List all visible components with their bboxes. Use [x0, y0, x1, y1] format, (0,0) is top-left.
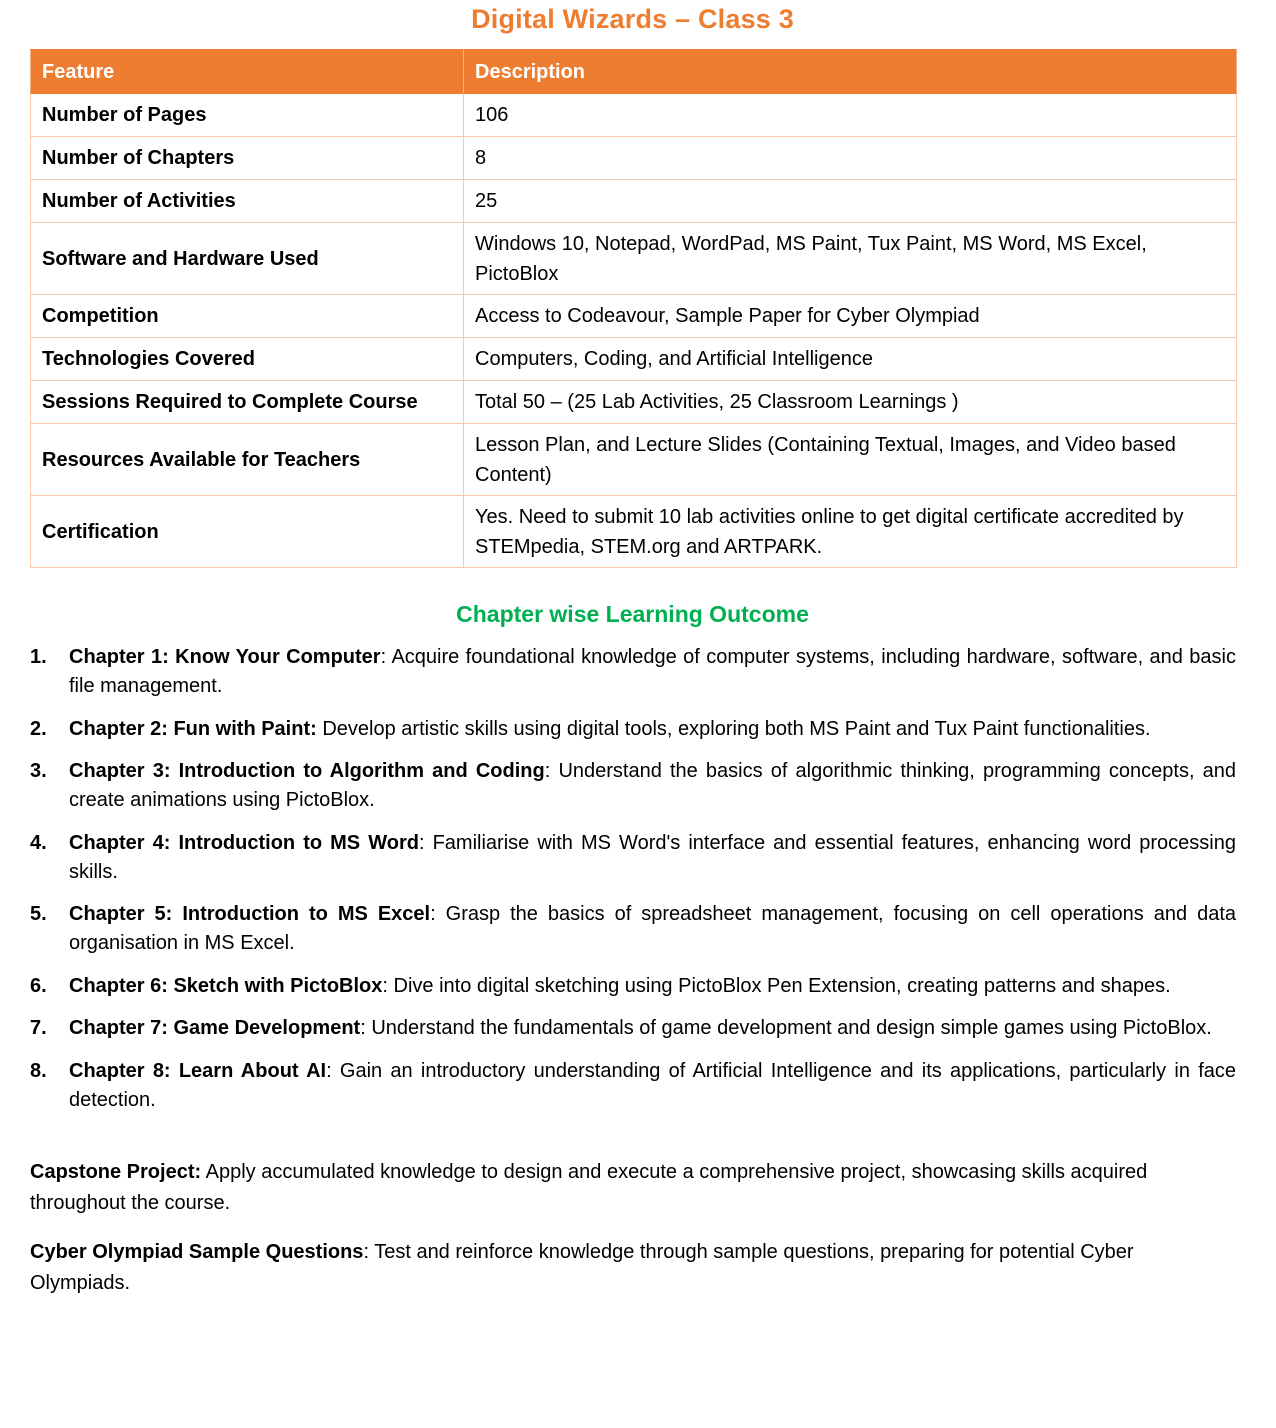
list-number: 5.	[30, 903, 47, 925]
feature-cell: Sessions Required to Complete Course	[31, 381, 464, 424]
description-cell: Windows 10, Notepad, WordPad, MS Paint, Tux Paint, MS Word, MS Excel, PictoBlox	[464, 223, 1237, 295]
description-cell: Yes. Need to submit 10 lab activities online to get digital certificate accredited by STEMpedia, STEM.org and ARTPARK.	[464, 496, 1237, 568]
list-number: 8.	[30, 1059, 47, 1082]
feature-cell: Certification	[31, 496, 464, 568]
separator: :	[363, 1241, 375, 1263]
list-number: 4.	[30, 831, 47, 854]
chapter-label: Chapter 5: Introduction to MS Excel	[69, 903, 431, 925]
description-cell: Access to Codeavour, Sample Paper for Cyber Olympiad	[464, 295, 1237, 338]
list-number: 3.	[30, 760, 47, 782]
separator: :	[430, 903, 446, 925]
features-table	[30, 49, 1237, 568]
description-cell: Computers, Coding, and Artificial Intelligence	[464, 338, 1237, 381]
column-header-description: Description	[464, 50, 1237, 94]
capstone-paragraph	[30, 1157, 1236, 1219]
table-row	[31, 94, 1237, 137]
separator: :	[380, 646, 392, 668]
chapter-description: Understand the basics of algorithmic thinking, programming concepts, and create animations using PictoBlox.	[69, 760, 1236, 811]
table-row	[31, 496, 1237, 568]
separator: :	[326, 1059, 340, 1082]
description-cell: Lesson Plan, and Lecture Slides (Containing Textual, Images, and Video based Content)	[464, 424, 1237, 496]
list-number: 6.	[30, 974, 47, 997]
chapter-description: Acquire foundational knowledge of computer systems, including hardware, software, and basic file management.	[69, 646, 1236, 697]
feature-cell: Competition	[31, 295, 464, 338]
chapter-description: Dive into digital sketching using PictoBlox Pen Extension, creating patterns and shapes.	[393, 974, 1171, 997]
feature-cell: Number of Pages	[31, 94, 464, 137]
table-row	[31, 295, 1237, 338]
table-row	[31, 137, 1237, 180]
chapter-label: Chapter 1: Know Your Computer	[69, 646, 381, 668]
feature-cell: Resources Available for Teachers	[31, 424, 464, 496]
list-item	[30, 1014, 1236, 1043]
section-title-learning-outcome: Chapter wise Learning Outcome	[456, 601, 809, 627]
separator: :	[360, 1017, 372, 1039]
chapter-label: Chapter 8: Learn About AI	[69, 1059, 327, 1082]
table-row	[31, 381, 1237, 424]
chapter-label: Chapter 3: Introduction to Algorithm and Coding	[69, 760, 545, 782]
list-number: 7.	[30, 1017, 47, 1039]
separator: :	[382, 974, 394, 997]
description-cell: 8	[464, 137, 1237, 180]
list-item	[30, 643, 1236, 701]
table-header-row	[31, 50, 1237, 94]
feature-cell: Number of Activities	[31, 180, 464, 223]
description-cell: 106	[464, 94, 1237, 137]
list-item	[30, 972, 1236, 1001]
list-item	[30, 757, 1236, 815]
list-item	[30, 900, 1236, 958]
chapter-label: Chapter 4: Introduction to MS Word	[69, 831, 419, 854]
chapter-label: Chapter 6: Sketch with PictoBlox	[69, 974, 383, 997]
table-row	[31, 338, 1237, 381]
list-item	[30, 829, 1236, 887]
cyber-olympiad-paragraph	[30, 1237, 1236, 1299]
separator: :	[418, 831, 433, 854]
cyber-olympiad-description: Test and reinforce knowledge through sample questions, preparing for potential Cyber Olympiads.	[30, 1241, 1134, 1294]
feature-cell: Number of Chapters	[31, 137, 464, 180]
list-item	[30, 1057, 1236, 1115]
description-cell: Total 50 – (25 Lab Activities, 25 Classroom Learnings )	[464, 381, 1237, 424]
list-number: 1.	[30, 646, 47, 668]
chapter-label: Chapter 7: Game Development	[69, 1017, 361, 1039]
capstone-label: Capstone Project:	[30, 1161, 202, 1183]
chapter-outcomes-list	[30, 643, 1236, 1128]
list-number: 2.	[30, 717, 47, 740]
table-row	[31, 180, 1237, 223]
chapter-description: Grasp the basics of spreadsheet management, focusing on cell operations and data organisation in MS Excel.	[69, 903, 1237, 954]
table-row	[31, 424, 1237, 496]
chapter-label: Chapter 2: Fun with Paint:	[69, 717, 317, 740]
separator: :	[544, 760, 559, 782]
cyber-olympiad-label: Cyber Olympiad Sample Questions	[30, 1241, 364, 1263]
feature-cell: Technologies Covered	[31, 338, 464, 381]
chapter-description: Develop artistic skills using digital tools, exploring both MS Paint and Tux Paint functionalities.	[322, 717, 1151, 740]
chapter-description: Familiarise with MS Word's interface and essential features, enhancing word processing skills.	[69, 831, 1236, 883]
feature-cell: Software and Hardware Used	[31, 223, 464, 295]
capstone-description: Apply accumulated knowledge to design and execute a comprehensive project, showcasing skills acquired throughout the course.	[30, 1161, 1148, 1214]
list-item	[30, 715, 1236, 744]
document-title: Digital Wizards – Class 3	[471, 4, 794, 34]
chapter-description: Gain an introductory understanding of Artificial Intelligence and its applications, particularly in face detection.	[69, 1059, 1236, 1111]
chapter-description: Understand the fundamentals of game development and design simple games using PictoBlox.	[371, 1017, 1212, 1039]
description-cell: 25	[464, 180, 1237, 223]
column-header-feature: Feature	[31, 50, 464, 94]
table-row	[31, 223, 1237, 295]
